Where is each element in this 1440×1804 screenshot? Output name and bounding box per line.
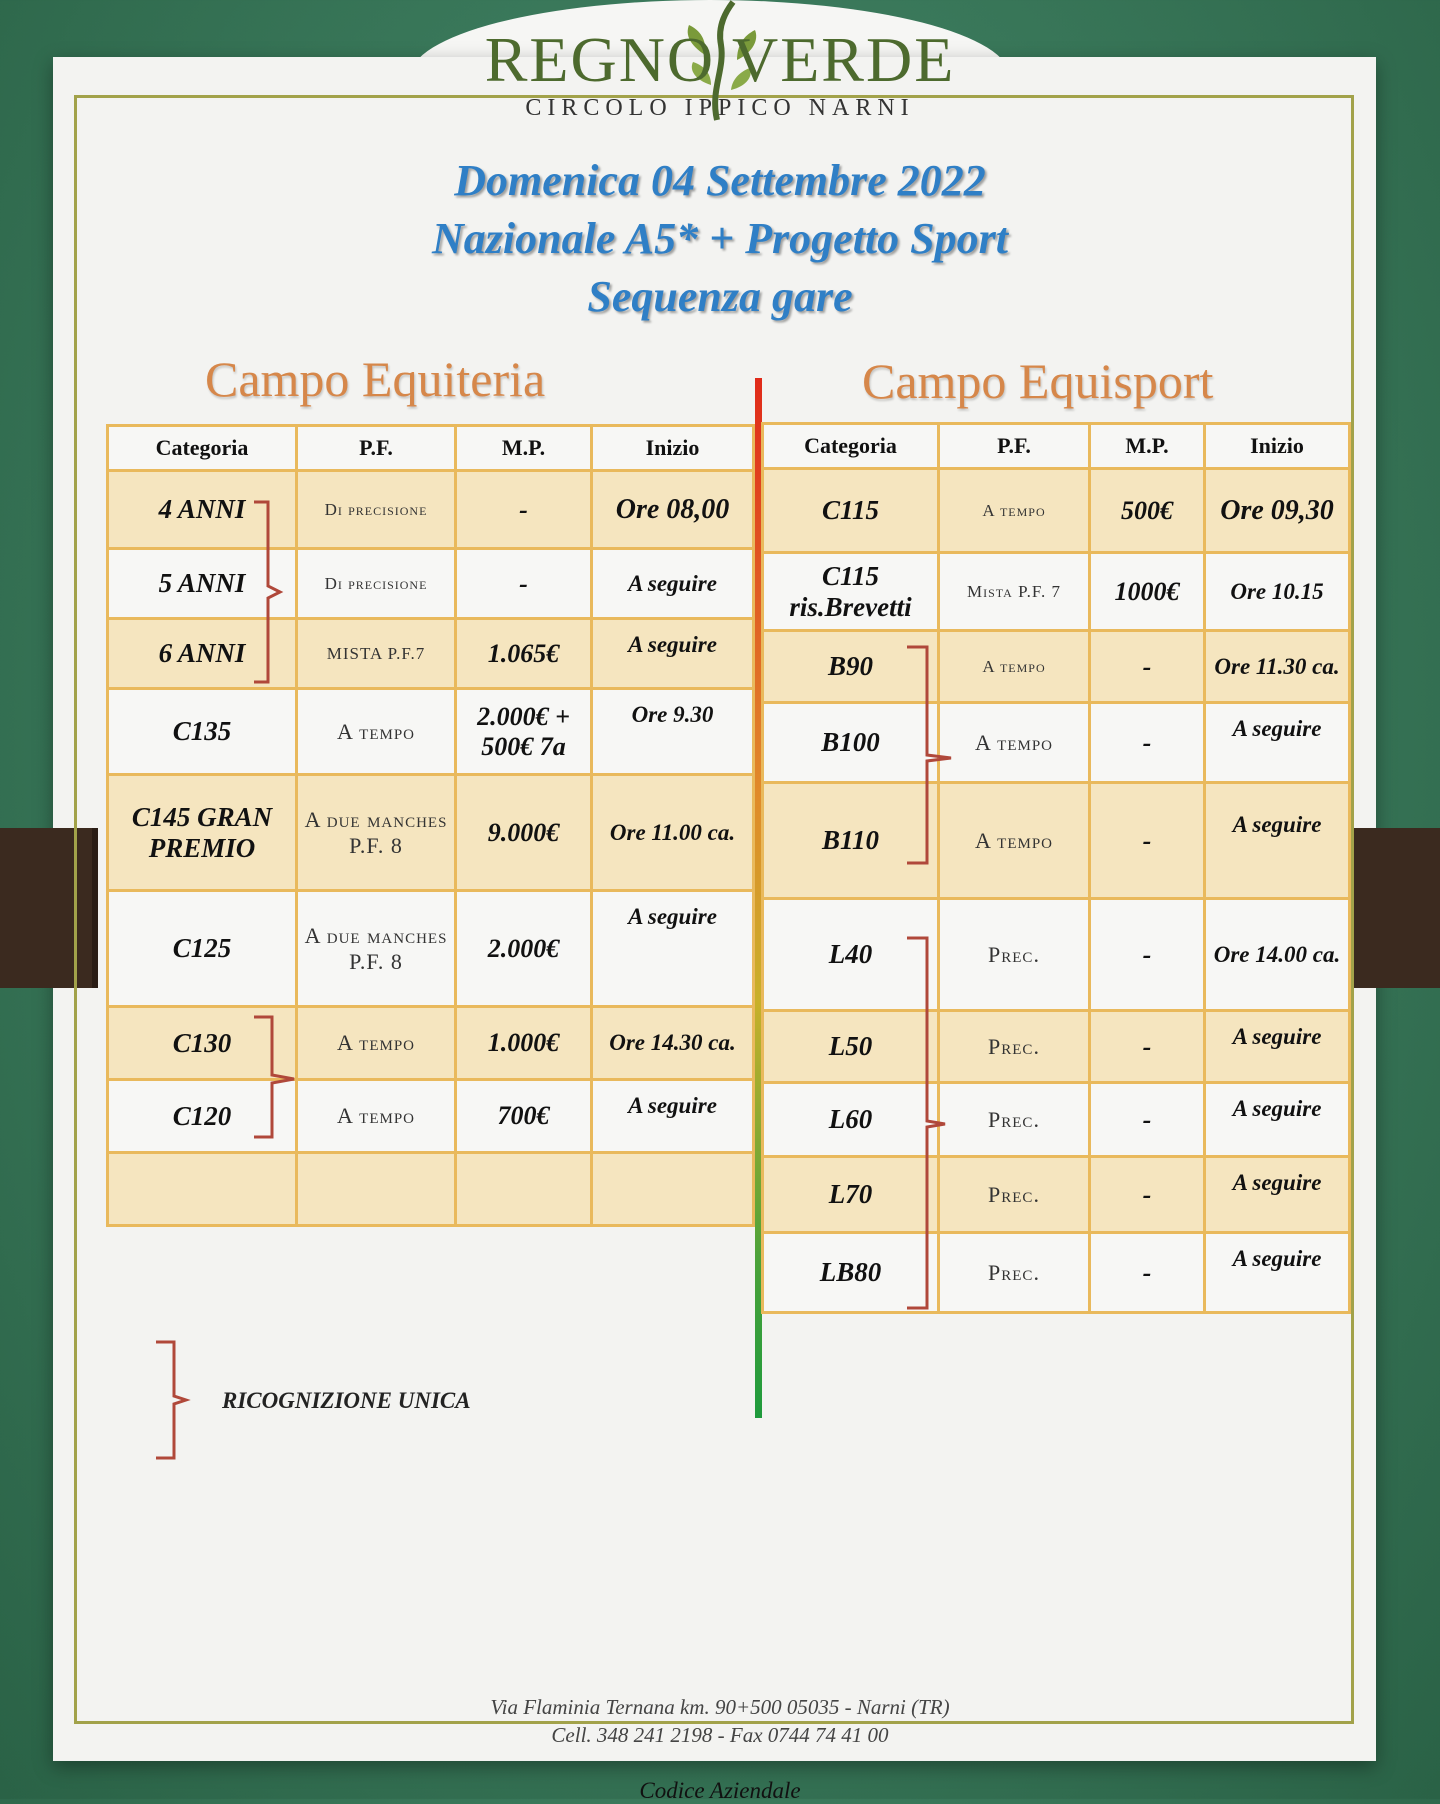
categoria-cell: C115: [763, 469, 939, 553]
categoria-cell: L40: [763, 899, 939, 1011]
pf-cell: Prec.: [939, 1157, 1090, 1233]
table-row: [763, 469, 1350, 553]
inizio-cell: Ore 14.00 ca.: [1205, 899, 1350, 1011]
table-row: [108, 689, 754, 775]
table-row: [108, 619, 754, 689]
table-row: [763, 703, 1350, 783]
logo-subtitle: CIRCOLO IPPICO NARNI: [525, 95, 915, 121]
pf-cell: A due manches P.F. 8: [297, 891, 456, 1007]
inizio-cell: Ore 11.00 ca.: [592, 775, 754, 891]
legend-brace: [152, 1340, 192, 1460]
categoria-cell: 5 ANNI: [108, 549, 297, 619]
pf-cell: A tempo: [939, 783, 1090, 899]
event-name: Nazionale A5* + Progetto Sport: [432, 214, 1008, 263]
table-row: [763, 1083, 1350, 1157]
pf-cell: Prec.: [939, 1083, 1090, 1157]
table-row: [763, 783, 1350, 899]
header-categoria: Categoria: [763, 424, 939, 469]
table-row: [763, 631, 1350, 703]
brace-b-categories: [905, 645, 955, 865]
footer-codice: Codice Aziendale: [639, 1778, 801, 1803]
pf-cell: Di precisione: [297, 471, 456, 549]
table-row: [763, 1233, 1350, 1313]
table-row: [108, 471, 754, 549]
table-row: [763, 553, 1350, 631]
header-pf: P.F.: [939, 424, 1090, 469]
table-row: [108, 1007, 754, 1080]
categoria-cell: 6 ANNI: [108, 619, 297, 689]
table-row: [763, 1157, 1350, 1233]
categoria-cell: B100: [763, 703, 939, 783]
table-header: [763, 424, 1350, 469]
inizio-cell: A seguire: [592, 619, 754, 689]
brace-c130-c120: [250, 1015, 300, 1140]
brace-l-categories: [905, 936, 955, 1311]
table-header: [108, 426, 754, 471]
pf-cell: MISTA P.F.7: [297, 619, 456, 689]
inizio-cell: A seguire: [1205, 1083, 1350, 1157]
categoria-cell: LB80: [763, 1233, 939, 1313]
inizio-cell: A seguire: [1205, 703, 1350, 783]
mp-cell: -: [1090, 703, 1205, 783]
inizio-cell: Ore 09,30: [1205, 469, 1350, 553]
event-date: Domenica 04 Settembre 2022: [454, 156, 986, 205]
table-row: [108, 1080, 754, 1153]
mp-cell: 1000€: [1090, 553, 1205, 631]
categoria-cell: C125: [108, 891, 297, 1007]
empty-cell: [297, 1153, 456, 1226]
pf-cell: Di precisione: [297, 549, 456, 619]
mp-cell: 500€: [1090, 469, 1205, 553]
campo-equiteria-title: Campo Equiteria: [205, 351, 546, 407]
mp-cell: -: [1090, 1083, 1205, 1157]
empty-row: [108, 1153, 754, 1226]
pf-cell: A tempo: [939, 469, 1090, 553]
table-row: [108, 549, 754, 619]
categoria-cell: C115 ris.Brevetti: [763, 553, 939, 631]
categoria-cell: L60: [763, 1083, 939, 1157]
inizio-cell: Ore 11.30 ca.: [1205, 631, 1350, 703]
mp-cell: -: [1090, 631, 1205, 703]
header-categoria: Categoria: [108, 426, 297, 471]
inizio-cell: Ore 9.30: [592, 689, 754, 775]
footer-contacts: Cell. 348 241 2198 - Fax 0744 74 41 00: [551, 1723, 889, 1747]
event-subtitle: Sequenza gare: [587, 272, 853, 321]
pf-cell: Mista P.F. 7: [939, 553, 1090, 631]
categoria-cell: L50: [763, 1011, 939, 1083]
header-inizio: Inizio: [592, 426, 754, 471]
pf-cell: A tempo: [297, 1007, 456, 1080]
inizio-cell: A seguire: [592, 891, 754, 1007]
table-row: [108, 775, 754, 891]
pf-cell: A tempo: [939, 631, 1090, 703]
mp-cell: 1.065€: [456, 619, 592, 689]
mp-cell: -: [1090, 1011, 1205, 1083]
header-mp: M.P.: [1090, 424, 1205, 469]
empty-cell: [456, 1153, 592, 1226]
empty-cell: [592, 1153, 754, 1226]
legend-text: RICOGNIZIONE UNICA: [222, 1388, 471, 1413]
header-mp: M.P.: [456, 426, 592, 471]
footer-address: Via Flaminia Ternana km. 90+500 05035 - Narni (TR): [490, 1695, 950, 1719]
equisport-table: [761, 422, 1351, 1314]
inizio-cell: Ore 10.15: [1205, 553, 1350, 631]
inizio-cell: A seguire: [1205, 1011, 1350, 1083]
mp-cell: -: [1090, 783, 1205, 899]
mp-cell: 700€: [456, 1080, 592, 1153]
mp-cell: 9.000€: [456, 775, 592, 891]
pf-cell: A tempo: [939, 703, 1090, 783]
logo-title: REGNO VERDE: [484, 24, 956, 95]
categoria-cell: C145 GRAN PREMIO: [108, 775, 297, 891]
header-inizio: Inizio: [1205, 424, 1350, 469]
categoria-cell: C120: [108, 1080, 297, 1153]
categoria-cell: L70: [763, 1157, 939, 1233]
inizio-cell: Ore 08,00: [592, 471, 754, 549]
categoria-cell: B90: [763, 631, 939, 703]
pf-cell: Prec.: [939, 1233, 1090, 1313]
header-pf: P.F.: [297, 426, 456, 471]
mp-cell: 1.000€: [456, 1007, 592, 1080]
inizio-cell: A seguire: [592, 549, 754, 619]
pf-cell: A due manches P.F. 8: [297, 775, 456, 891]
equiteria-table: [106, 424, 755, 1227]
table-row: [763, 899, 1350, 1011]
mp-cell: -: [456, 549, 592, 619]
categoria-cell: 4 ANNI: [108, 471, 297, 549]
mp-cell: -: [1090, 1233, 1205, 1313]
inizio-cell: A seguire: [592, 1080, 754, 1153]
mp-cell: 2.000€: [456, 891, 592, 1007]
table-row: [108, 891, 754, 1007]
inizio-cell: A seguire: [1205, 783, 1350, 899]
mp-cell: -: [1090, 1157, 1205, 1233]
pf-cell: Prec.: [939, 899, 1090, 1011]
brace-young-horses: [250, 500, 290, 685]
pf-cell: A tempo: [297, 689, 456, 775]
strap-right: [1340, 828, 1440, 988]
mp-cell: -: [456, 471, 592, 549]
categoria-cell: B110: [763, 783, 939, 899]
inizio-cell: A seguire: [1205, 1157, 1350, 1233]
pf-cell: Prec.: [939, 1011, 1090, 1083]
table-row: [763, 1011, 1350, 1083]
inizio-cell: Ore 14.30 ca.: [592, 1007, 754, 1080]
campo-equisport-title: Campo Equisport: [862, 353, 1214, 409]
inizio-cell: A seguire: [1205, 1233, 1350, 1313]
mp-cell: 2.000€ + 500€ 7a: [456, 689, 592, 775]
pf-cell: A tempo: [297, 1080, 456, 1153]
categoria-cell: C135: [108, 689, 297, 775]
empty-cell: [108, 1153, 297, 1226]
mp-cell: -: [1090, 899, 1205, 1011]
categoria-cell: C130: [108, 1007, 297, 1080]
